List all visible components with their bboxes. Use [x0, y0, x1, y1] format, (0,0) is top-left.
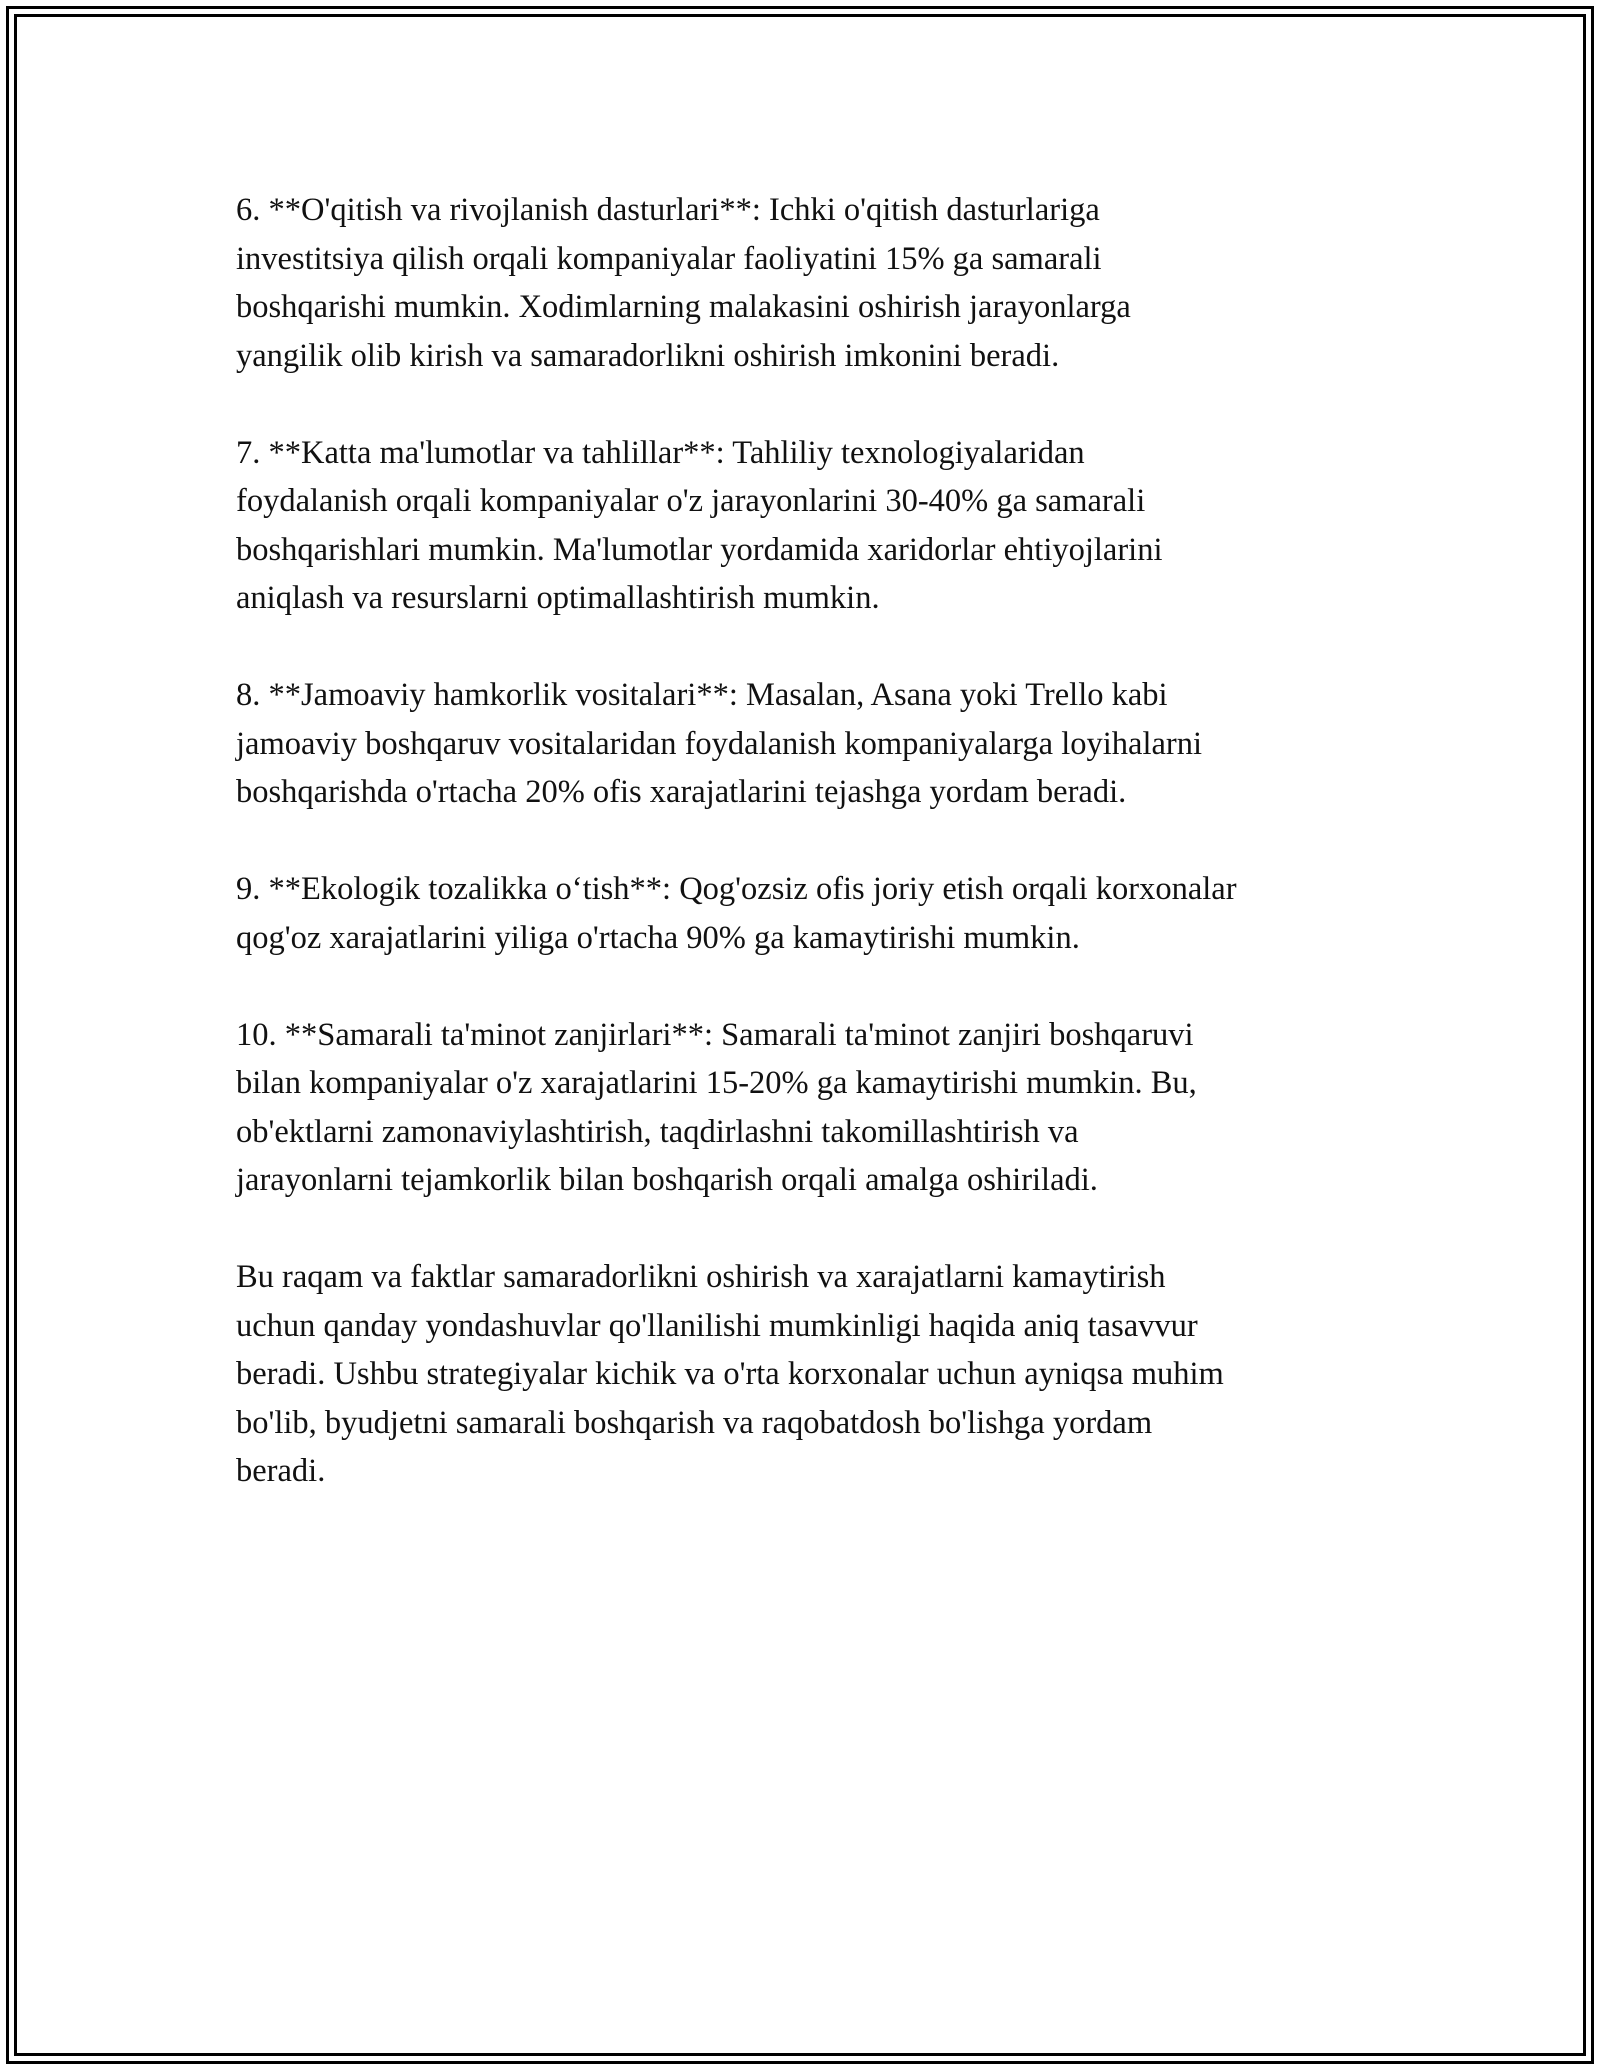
text-line: investitsiya qilish orqali kompaniyalar faoliyatini 15% ga samarali — [236, 240, 1102, 277]
text-line: 7. **Katta ma'lumotlar va tahlillar**: Tahliliy texnologiyalaridan — [236, 434, 1085, 471]
text-line: ob'ektlarni zamonaviylashtirish, taqdirlashni takomillashtirish va — [236, 1113, 1079, 1150]
text-line: aniqlash va resurslarni optimallashtirish mumkin. — [236, 580, 880, 616]
text-line: boshqarishi mumkin. Xodimlarning malakasini oshirish jarayonlarga — [236, 289, 1131, 325]
text-line: qog'oz xarajatlarini yiliga o'rtacha 90% ga kamaytirishi mumkin. — [236, 919, 1080, 956]
text-line: 8. **Jamoaviy hamkorlik vositalari**: Masalan, Asana yoki Trello kabi — [236, 677, 1168, 713]
paragraph-item-8 — [236, 671, 1376, 817]
text-line: 10. **Samarali ta'minot zanjirlari**: Samarali ta'minot zanjiri boshqaruvi — [236, 1016, 1194, 1053]
text-line: Bu raqam va faktlar samaradorlikni oshirish va xarajatlarni kamaytirish — [236, 1259, 1166, 1295]
text-line: jamoaviy boshqaruv vositalaridan foydalanish kompaniyalarga loyihalarni — [236, 725, 1203, 762]
text-line: boshqarishda o'rtacha 20% ofis xarajatlarini tejashga yordam beradi. — [236, 774, 1127, 810]
text-line: 6. **O'qitish va rivojlanish dasturlari**: Ichki o'qitish dasturlariga — [236, 192, 1100, 228]
text-line: 9. **Ekologik tozalikka o‘tish**: Qog'ozsiz ofis joriy etish orqali korxonalar — [236, 871, 1237, 907]
paragraph-item-6 — [236, 186, 1376, 380]
text-line: beradi. Ushbu strategiyalar kichik va o'rta korxonalar uchun ayniqsa muhim — [236, 1356, 1224, 1392]
text-line: foydalanish orqali kompaniyalar o'z jarayonlarini 30-40% ga samarali — [236, 483, 1146, 519]
text-line: yangilik olib kirish va samaradorlikni oshirish imkonini beradi. — [236, 337, 1060, 374]
paragraph-item-10 — [236, 1011, 1376, 1205]
document-body — [236, 186, 1376, 1544]
text-line: bilan kompaniyalar o'z xarajatlarini 15-20% ga kamaytirishi mumkin. Bu, — [236, 1065, 1197, 1101]
text-line: beradi. — [236, 1453, 326, 1489]
paragraph-item-7 — [236, 429, 1376, 623]
text-line: boshqarishlari mumkin. Ma'lumotlar yordamida xaridorlar ehtiyojlarini — [236, 531, 1163, 568]
text-line: bo'lib, byudjetni samarali boshqarish va raqobatdosh bo'lishga yordam — [236, 1404, 1153, 1441]
paragraph-conclusion — [236, 1253, 1376, 1496]
paragraph-item-9 — [236, 865, 1376, 962]
text-line: jarayonlarni tejamkorlik bilan boshqarish orqali amalga oshiriladi. — [236, 1162, 1098, 1198]
text-line: uchun qanday yondashuvlar qo'llanilishi mumkinligi haqida aniq tasavvur — [236, 1307, 1198, 1344]
